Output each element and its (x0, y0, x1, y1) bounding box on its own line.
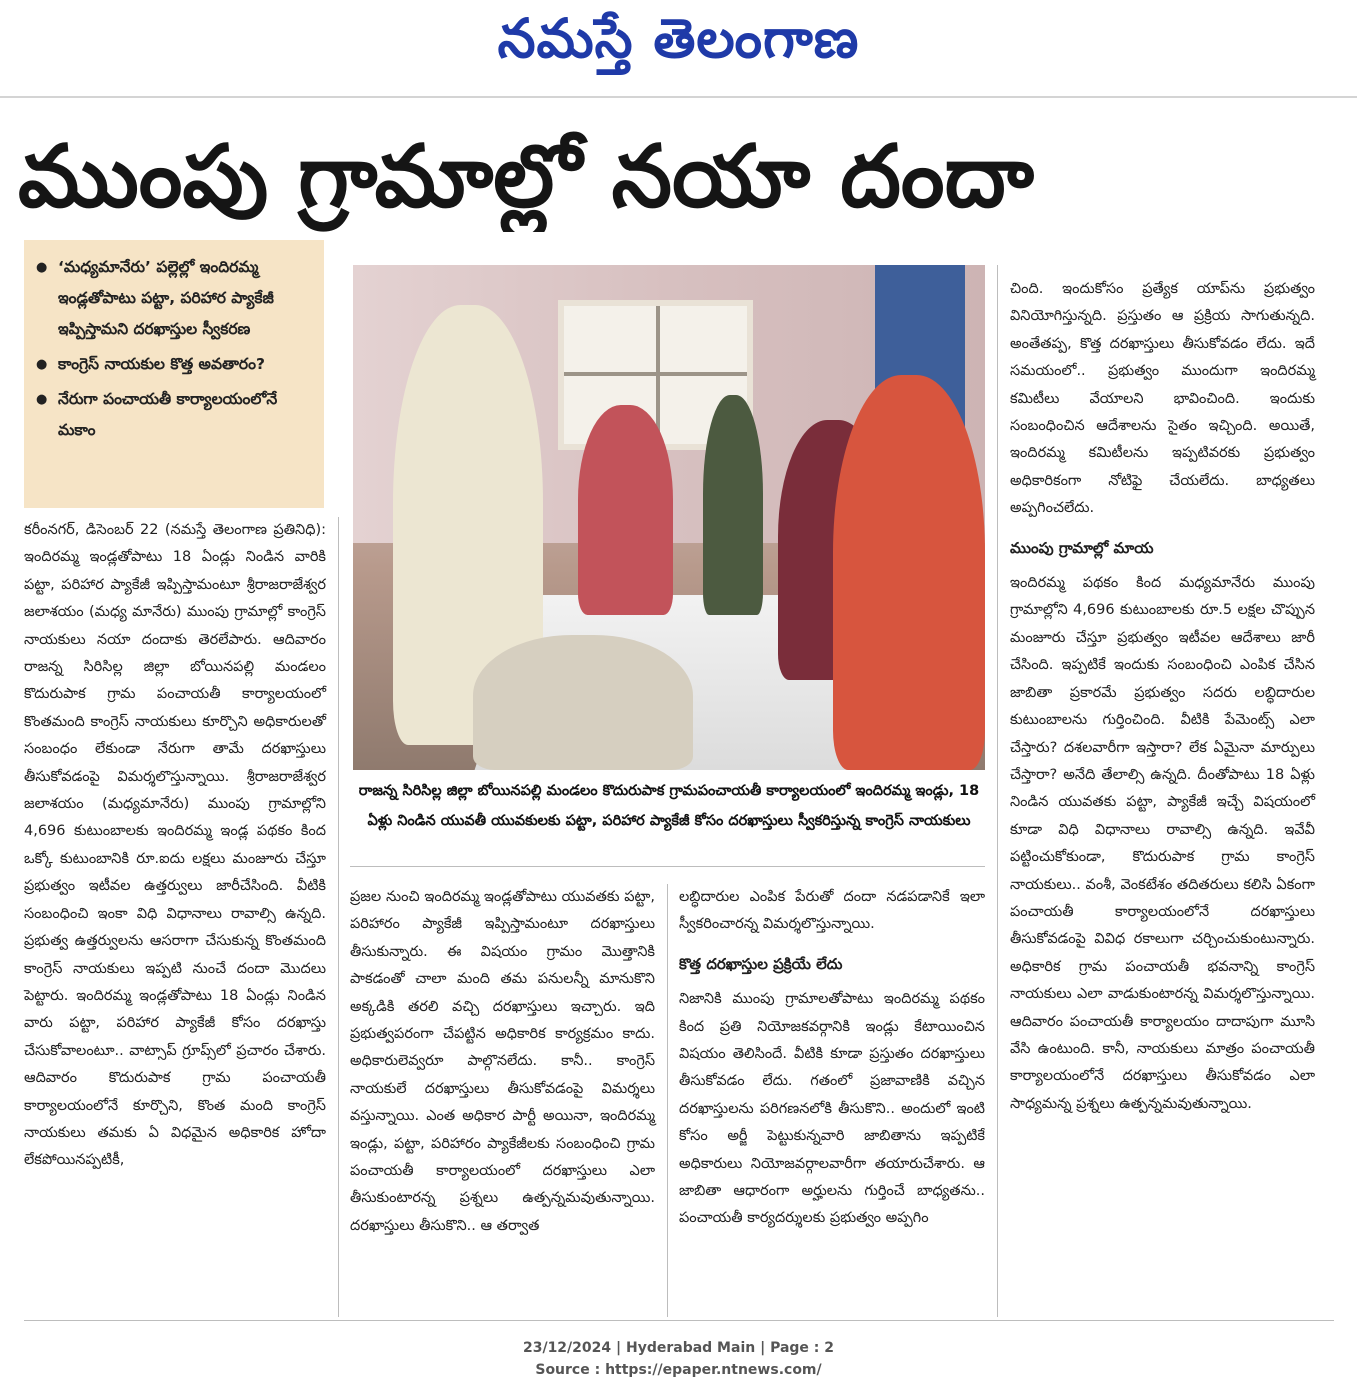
photo-person (578, 405, 673, 615)
column-divider (997, 265, 998, 1317)
footer-source-link[interactable]: Source : https://epaper.ntnews.com/ (535, 1362, 822, 1378)
page-footer (0, 1337, 1357, 1381)
caption-divider (350, 866, 985, 867)
article-paragraph: లబ్ధిదారుల ఎంపిక పేరుతో దందా నడపడానికే ఇలా స్వీకరించారన్న విమర్శలొస్తున్నాయి. (679, 889, 985, 933)
bottom-rule (24, 1320, 1334, 1321)
newspaper-logo: నమస్తే తెలంగాణ (497, 6, 860, 70)
highlight-item: ● ‘మధ్యమానేరు’ పల్లెల్లో ఇందిరమ్మ ఇండ్లతోపాటు పట్టా, పరిహార ప్యాకేజీ ఇప్పిస్తామని దరఖాస్తుల స్వీకరణ (36, 252, 314, 345)
article-column-2 (350, 884, 655, 1240)
headline: ముంపు గ్రామాల్లో నయా దందా (18, 127, 1034, 227)
column-divider (667, 884, 668, 1317)
column-divider (338, 517, 339, 1317)
article-paragraph: ఇందిరమ్మ పథకం కింద మధ్యమానేరు ముంపు గ్రామాల్లోని 4,696 కుటుంబాలకు రూ.5 లక్షల చొప్పున మంజూరు చేస్తూ ప్రభుత్వం ఇటీవల ఆదేశాలు జారీ చేసింది. ఇప్పటికే ఇందుకు సంబంధించి ఎంపిక చేసిన జాబితా ప్రకారమే ప్రభుత్వం సదరు లబ్ధిదారుల కుటుంబాలను గుర్తించింది. వీటికి పేమెంట్స్ ఎలా చేస్తారు? దశలవారీగా ఇస్తారా? లేక ఏమైనా మార్పులు చేస్తారా? అనేది తేలాల్సి ఉన్నది. దీంతోపాటు 18 ఏళ్లు నిండిన యువతకు పట్టా, ప్యాకేజీ ఇచ్చే విషయంలో కూడా విధి విధానాలు రావాల్సి ఉన్నది. ఇవేవీ పట్టించుకోకుండా, కొదురుపాక గ్రామ కాంగ్రెస్ నాయకులు.. వంశీ, వెంకటేశం తదితరులు కలిసి ఏకంగా పంచాయతీ కార్యాలయంలోనే దరఖాస్తులు తీసుకోవడంపై వివిధ రకాలుగా చర్చించుకుంటున్నారు. అధికారిక గ్రామ పంచాయతీ భవనాన్ని కాంగ్రెస్ నాయకులు ఎలా వాడుకుంటారన్న విమర్శలొస్తున్నాయి. ఆదివారం పంచాయతీ కార్యాలయం దాదాపుగా మూసి వేసి ఉంటుంది. కానీ, నాయకులు మాత్రం పంచాయతీ కార్యాలయంలోనే దరఖాస్తులు తీసుకోవడం ఎలా సాధ్యమన్న ప్రశ్నలు ఉత్పన్నమవుతున్నాయి. (1010, 575, 1315, 1112)
footer-dateline: 23/12/2024 | Hyderabad Main | Page : 2 (522, 1340, 835, 1356)
article-subheading: కొత్త దరఖాస్తుల ప్రక్రియే లేదు (679, 954, 843, 973)
photo-caption: రాజన్న సిరిసిల్ల జిల్లా బోయినపల్లి మండలం కొదురుపాక గ్రామపంచాయతీ కార్యాలయంలో ఇందిరమ్మ ఇండ్లు, 18 ఏళ్లు నిండిన యువతీ యువకులకు పట్టా, పరిహార ప్యాకేజీ కోసం దరఖాస్తులు స్వీకరిస్తున్న కాంగ్రెస్ నాయకులు (358, 783, 980, 829)
article-subheading: ముంపు గ్రామాల్లో మాయ (1010, 538, 1154, 557)
article-column-1 (24, 517, 326, 1175)
article-column-3 (679, 884, 985, 1233)
highlight-item: ● నేరుగా పంచాయతీ కార్యాలయంలోనే మకాం (36, 384, 314, 446)
article-paragraph: చింది. ఇందుకోసం ప్రత్యేక యాప్‌ను ప్రభుత్వం వినియోగిస్తున్నది. ప్రస్తుతం ఆ ప్రక్రియ సాగుతున్నది. అంతేతప్ప, కొత్త దరఖాస్తులు తీసుకోవడం లేదు. ఇదే సమయంలో.. ప్రభుత్వం ముందుగా ఇందిరమ్మ కమిటీలు వేయాలని భావించింది. ఇందుకు సంబంధించిన ఆదేశాలను సైతం ఇచ్చింది. అయితే, ఇందిరమ్మ కమిటీలను ఇప్పటివరకు ప్రభుత్వం అధికారికంగా నోటిఫై చేయలేదు. బాధ్యతలు అప్పగించలేదు. (1010, 281, 1315, 517)
news-photo (353, 265, 985, 770)
photo-person (473, 635, 693, 770)
highlight-item: ● కాంగ్రెస్ నాయకుల కొత్త అవతారం? (36, 349, 314, 380)
highlights-box (24, 240, 324, 508)
masthead-divider (0, 96, 1357, 98)
photo-person (703, 395, 763, 615)
article-paragraph: ప్రజల నుంచి ఇందిరమ్మ ఇండ్లతోపాటు యువతకు పట్టా, పరిహారం ప్యాకేజీ ఇప్పిస్తామంటూ దరఖాస్తులు తీసుకున్నారు. ఈ విషయం గ్రామం మొత్తానికి పాకడంతో చాలా మంది తమ పనులన్నీ మానుకొని అక్కడికి తరలి వచ్చి దరఖాస్తులు ఇచ్చారు. ఇది ప్రభుత్వపరంగా చేపట్టిన అధికారిక కార్యక్రమం కాదు. అధికారులెవ్వరూ పాల్గొనలేదు. కానీ.. కాంగ్రెస్ నాయకులే దరఖాస్తులు తీసుకోవడంపై విమర్శలు వస్తున్నాయి. ఎంత అధికార పార్టీ అయినా, ఇందిరమ్మ ఇండ్లు, పట్టా, పరిహారం ప్యాకేజీలకు సంబంధించి గ్రామ పంచాయతీ కార్యాలయంలో దరఖాస్తులు ఎలా తీసుకుంటారన్న ప్రశ్నలు ఉత్పన్నమవుతున్నాయి. దరఖాస్తులు తీసుకొని.. ఆ తర్వాత (350, 889, 655, 1234)
article-paragraph: కరీంనగర్, డిసెంబర్ 22 (నమస్తే తెలంగాణ ప్రతినిధి): ఇందిరమ్మ ఇండ్లతోపాటు 18 ఏండ్లు నిండిన వారికి పట్టా, పరిహార ప్యాకేజీ ఇప్పిస్తామంటూ శ్రీరాజరాజేశ్వర జలాశయం (మధ్య మానేరు) ముంపు గ్రామాల్లో కాంగ్రెస్ నాయకులు నయా దందాకు తెరలేపారు. ఆదివారం రాజన్న సిరిసిల్ల జిల్లా బోయినపల్లి మండలం కొదురుపాక గ్రామ పంచాయతీ కార్యాలయంలో కొంతమంది కాంగ్రెస్ నాయకులు కూర్చొని అధికారులతో సంబంధం లేకుండా నేరుగా తామే దరఖాస్తులు తీసుకోవడంపై విమర్శలొస్తున్నాయి. శ్రీరాజరాజేశ్వర జలాశయం (మధ్యమానేరు) ముంపు గ్రామాల్లోని 4,696 కుటుంబాలకు ఇందిరమ్మ ఇండ్ల పథకం కింద ఒక్కో కుటుంబానికి రూ.ఐదు లక్షలు మంజూరు చేస్తూ ప్రభుత్వం ఇటీవల ఉత్తర్వులు జారీచేసింది. వీటికి సంబంధించి ఇంకా విధి విధానాలు రావాల్సి ఉన్నది. ప్రభుత్వ ఉత్తర్వులను ఆసరాగా చేసుకున్న కొంతమంది కాంగ్రెస్ నాయకులు ఇప్పటి నుంచే దందా మొదలు పెట్టారు. ఇందిరమ్మ ఇండ్లతోపాటు 18 ఏండ్లు నిండిన వారు పట్టా, పరిహార ప్యాకేజీ కోసం దరఖాస్తు చేసుకోవాలంటూ.. వాట్సాప్ గ్రూప్స్‌లో ప్రచారం చేశారు. ఆదివారం కొదురుపాక గ్రామ పంచాయతీ కార్యాలయంలోనే కూర్చొని, కొంత మంది కాంగ్రెస్ నాయకులు తమకు ఏ విధమైన అధికారిక హోదా లేకపోయినప్పటికీ, (24, 522, 326, 1169)
article-paragraph: నిజానికి ముంపు గ్రామాలతోపాటు ఇందిరమ్మ పథకం కింద ప్రతి నియోజకవర్గానికి ఇండ్లు కేటాయించిన విషయం తెలిసిందే. వీటికి కూడా ప్రస్తుతం దరఖాస్తులు తీసుకోవడం లేదు. గతంలో ప్రజావాణికి వచ్చిన దరఖాస్తులను పరిగణనలోకి తీసుకొని.. అందులో ఇంటి కోసం అర్జీ పెట్టుకున్నవారి జాబితాను ఇప్పటికే అధికారులు నియోజవర్గాలవారీగా తయారుచేశారు. ఆ జాబితా ఆధారంగా అర్హులను గుర్తించే బాధ్యతను.. పంచాయతీ కార్యదర్శులకు ప్రభుత్వం అప్పగిం (679, 991, 985, 1227)
article-column-4 (1010, 276, 1315, 1118)
photo-person (833, 375, 985, 770)
masthead (0, 0, 1357, 86)
